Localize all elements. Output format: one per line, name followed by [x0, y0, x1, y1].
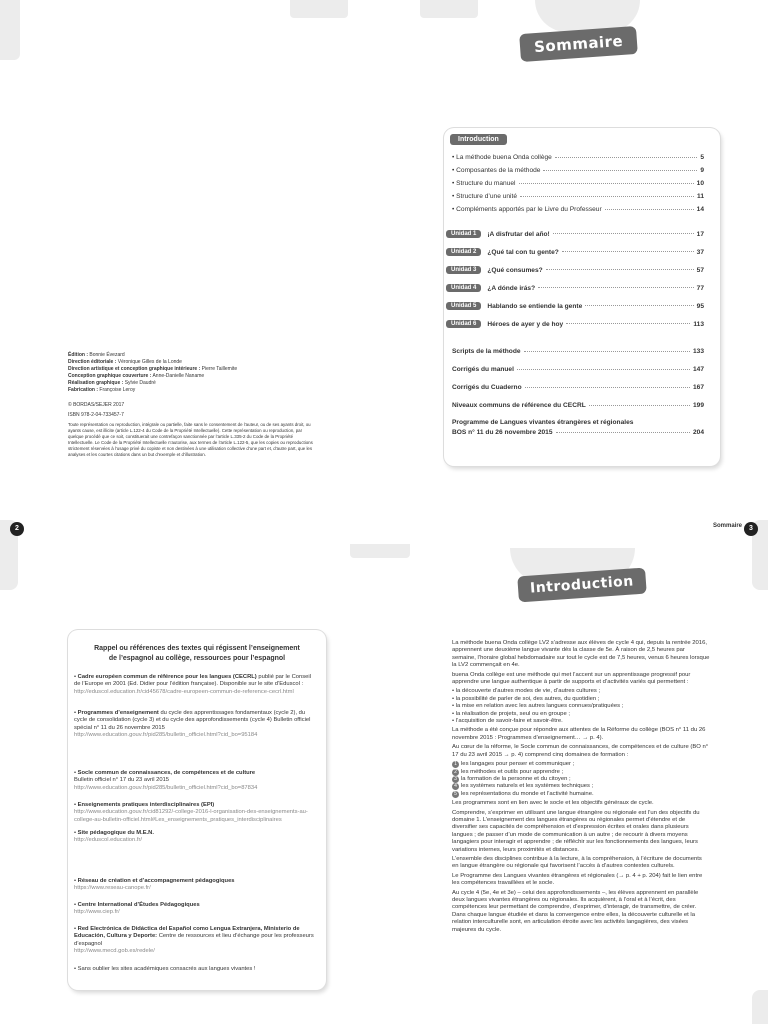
reference-item: • Sans oublier les sites académiques consacrés aux langues vivantes ! — [74, 966, 256, 972]
reference-item: • Réseau de création et d’accompagnement pédagogiques https://www.reseau-canope.fr/ — [74, 878, 235, 892]
bottom-decor — [752, 990, 768, 1024]
toc-unit-6[interactable]: Unidad 6 Héroes de ayer y de hoy 113 — [446, 320, 704, 328]
toc-unit-2[interactable]: Unidad 2 ¿Qué tal con tu gente? 37 — [446, 248, 704, 256]
reference-link[interactable]: http://www.education.gouv.fr/pid285/bulletin_officiel.html?cid_bo=87834 — [74, 784, 258, 791]
toc-scripts[interactable]: Scripts de la méthode 133 — [452, 348, 704, 355]
reference-item: • Socle commun de connaissances, de compétences et de culture Bulletin officiel n° 17 du 23 avril 2015 http://www.education.gouv.fr/pid285/bulletin_officiel.html?cid_bo=87834 — [74, 770, 258, 791]
toc-intro-item[interactable]: • Structure du manuel 10 — [452, 180, 704, 187]
top-decor-right — [420, 0, 478, 18]
domain-2-icon: 2 — [452, 769, 459, 776]
reference-item: • Site pédagogique du M.E.N. http://eduscol.education.fr/ — [74, 830, 154, 844]
rappel-title: Rappel ou références des textes qui régissent l’enseignement de l’espagnol au collège, ressources pour l’espagnol — [94, 645, 300, 662]
domain-3-icon: 3 — [452, 776, 459, 783]
reference-item: • Red Electrónica de Didáctica del Español como Lengua Extranjera, Ministerio de Educación, Cultura y Deporte: Centre de ressources et lieu d’échange pour les professeurs d’espagnol http://www.mecd.gob.es/redele/ — [74, 926, 314, 955]
toc-programme[interactable]: BOS n° 11 du 26 novembre 2015 204 — [452, 429, 704, 436]
reference-link[interactable]: http://www.ciep.fr/ — [74, 909, 120, 916]
sommaire-banner: Sommaire — [519, 26, 638, 62]
reference-link[interactable]: http://www.mecd.gob.es/redele/ — [74, 948, 155, 955]
reference-link[interactable]: https://www.reseau-canope.fr/ — [74, 885, 151, 892]
domain-4-icon: 4 — [452, 783, 459, 790]
top-decor-left — [290, 0, 348, 18]
reference-link[interactable]: http://www.education.gouv.fr/pid285/bulletin_officiel.html?cid_bo=95184 — [74, 732, 258, 739]
rappel-references — [68, 630, 326, 990]
reference-item: • Programmes d’enseignement du cycle des apprentissages fondamentaux (cycle 2), du cycle de consolidation (cycle 3) et du cycle des approfondissements (cycle 4) Bulletin officiel spécial n° 11 du 26 novembre 2015 http://www.education.gouv.fr/pid285/bulletin_officiel.html?cid_bo=95184 — [74, 710, 311, 739]
toc-programme-line1: Programme de Langues vivantes étrangères et régionales — [452, 419, 634, 426]
top-decor-corner — [0, 0, 20, 60]
domain-1-icon: 1 — [452, 761, 459, 768]
reference-link[interactable]: http://eduscol.education.fr/ — [74, 837, 142, 844]
toc-intro-item[interactable]: • La méthode buena Onda collège 5 — [452, 154, 704, 161]
table-of-contents — [444, 128, 720, 466]
isbn: ISBN 978-2-04-733457-7 — [68, 412, 124, 418]
page-number-left: 2 — [10, 522, 24, 536]
toc-intro-item[interactable]: • Structure d’une unité 11 — [452, 193, 704, 200]
reference-item: • Enseignements pratiques interdisciplinaires (EPI) http://www.education.gouv.fr/cid81292/-college-2016-l-organisation-des-enseignements-au-college-au-bulletin-officiel.html#Les_enseignements_pratiques_interdisciplinaires — [74, 802, 308, 823]
reference-link[interactable]: http://www.education.gouv.fr/cid81292/-college-2016-l-organisation-des-enseignements-au-college-au-bulletin-officiel.html#Les_enseignements_pratiques_interdisciplinaires — [74, 809, 308, 823]
toc-unit-5[interactable]: Unidad 5 Hablando se entiende la gente 95 — [446, 302, 704, 310]
reference-item: • Cadre européen commun de référence pour les langues (CECRL) publié par le Conseil de l’Europe en 2001 (Ed. Didier pour l’édition française). Disponible sur le site d’Eduscol : http://eduscol.education.fr/cid45678/cadre-europeen-commun-de-reference-cecrl.html — [74, 674, 311, 695]
domain-5-icon: 5 — [452, 791, 459, 798]
toc-intro-item[interactable]: • Composantes de la méthode 9 — [452, 167, 704, 174]
toc-intro-item[interactable]: • Compléments apportés par le Livre du Professeur 14 — [452, 206, 704, 213]
toc-niveaux-cecrl[interactable]: Niveaux communs de référence du CECRL 199 — [452, 402, 704, 409]
toc-unit-3[interactable]: Unidad 3 ¿Qué consumes? 57 — [446, 266, 704, 274]
mid-decor-center — [350, 544, 410, 558]
copyright: © BORDAS/SEJER 2017 — [68, 402, 125, 408]
toc-corriges-cuaderno[interactable]: Corrigés du Cuaderno 167 — [452, 384, 704, 391]
toc-corriges-manuel[interactable]: Corrigés du manuel 147 — [452, 366, 704, 373]
introduction-banner: Introduction — [517, 568, 646, 603]
running-header: Sommaire — [713, 523, 743, 529]
reference-item: • Centre International d’Études Pédagogiques http://www.ciep.fr/ — [74, 902, 200, 916]
introduction-tab: Introduction — [450, 134, 507, 145]
legal-notice: Toute représentation ou reproduction, intégrale ou partielle, faite sans le consentement de l’auteur, ou de ses ayants droit, ou ayants cause, est illicite (article L.122-4 du Code de la Propriété Intellectuelle). Cette représentation ou reproduction, par quelque procédé que ce soit, constituerait une contrefaçon sanctionnée par l’article L.335-2 du Code de la Propriété Intellectuelle. Le Code de la Propriété Intellectuelle n’autorise, aux termes de l’article L.122-5, que les copies ou reproductions strictement réservées à l’usage privé du copiste et non destinées à une utilisation collective d’une part et, d’autre part, que les analyses et les courtes citations dans un but d’exemple et d’illustration. — [68, 422, 313, 457]
credits-block: Édition : Bonnie Évezard Direction éditoriale : Véronique Gilles de la Londe Direction artistique et conception graphique intérieure : Pierre Taillemite Conception graphique couverture : Anne-Danielle Naname Réalisation graphique : Sylvie Daudré Fabrication : Françoise Leroy © BORDAS/SEJER 2017 ISBN 978-2-04-733457-7 Toute représentation ou reproduction, intégrale ou partielle, faite sans le consentement de l’auteur, ou de ses ayants droit, ou ayants cause, est illicite (article L.122-4 du Code de la Propriété Intellectuelle). Cette représentation ou reproduction, par quelque procédé que ce soit, constituerait une contrefaçon sanctionnée par l’article L.335-2 du Code de la Propriété Intellectuelle. Le Code de la Propriété Intellectuelle n’autorise, aux termes de l’article L.122-5, que les copies ou reproductions strictement réservées à l’usage privé du copiste et non destinées à une utilisation collective d’une part et, d’autre part, que les analyses et les courtes citations dans un but d’exemple et d’illustration. — [68, 352, 318, 458]
toc-unit-1[interactable]: Unidad 1 ¡A disfrutar del año! 17 — [446, 230, 704, 238]
toc-unit-4[interactable]: Unidad 4 ¿A dónde irás? 77 — [446, 284, 704, 292]
reference-link[interactable]: http://eduscol.education.fr/cid45678/cadre-europeen-commun-de-reference-cecrl.html — [74, 688, 294, 695]
introduction-text: La méthode buena Onda collège LV2 s’adresse aux élèves de cycle 4 qui, depuis la rentrée 2016, apprennent une deuxième langue vivante dès la classe de 5e. À raison de 2,5 heures par semaine, l’horaire global hebdomadaire sur tout le cycle est de 7,5 heures, venus 6 heures lorsque la LV2 commençait en 4e. buena Onda collège est une méthode qui met l’accent sur un apprentissage progressif pour apprendre une langue authentique à partir de supports et d’activités variés qui permettent : • la découverte d’autres modes de vie, d’autres cultures ; • la possibilité de parler de soi, des autres, du quotidien ; • la mise en relation avec les autres langues connues/pratiquées ; • la réalisation de projets, seul ou en groupe ; • l’acquisition de savoir-faire et savoir-être. La méthode a été conçue pour répondre aux attentes de la Réforme du collège (BOS n° 11 du 26 novembre 2015 : Programmes d’enseignement… → p. 4). Au cœur de la réforme, le Socle commun de connaissances, de compétences et de culture (BO n° 17 du 23 avril 2015 → p. 4) comprend cinq domaines de formation : 1 les langages pour penser et communiquer ; 2 les méthodes et outils pour apprendre ; 3 la formation de la personne et du citoyen ; 4 les systèmes naturels et les systèmes techniques ; 5 les représentations du monde et l’activité humaine. Les programmes sont en lien avec le socle et les objectifs généraux de cycle. Comprendre, s’exprimer en utilisant une langue étrangère ou régionale est l’un des objectifs du domaine 1. L’enseignement des langues étrangères ou régionales permet d’étendre et de diversifier ses capacités de compréhension et d’expression écrites et orales dans plusieurs langues ; de passer d’un mode de communication à un autre ; de recourir à divers moyens langagiers pour interagir et apprendre ; de réfléchir sur les fonctionnements des langues, leurs variations internes, leurs proximités et distances. L’ensemble des disciplines contribue à la lecture, à la compréhension, à l’écriture de documents en langue étrangère ou régionale qui favorisent l’accès à d’autres contextes culturels. Le Programme des Langues vivantes étrangères et régionales (→ p. 4 + p. 204) fait le lien entre les compétences travaillées et le socle. Au cycle 4 (5e, 4e et 3e) – celui des approfondissements –, les élèves apprennent en parallèle deux langues vivantes étrangères ou régionales. Ils acquièrent, à l’oral et à l’écrit, des compétences leur permettant de comprendre, d’exprimer, d’interagir, de transmettre, de créer. Dans chaque langue étudiée et dans la convergence entre elles, la découverte culturelle et la relation interculturelle sont, en articulation étroite avec les activités langagières, des visées majeures du cycle. — [452, 640, 710, 933]
page-number-right: 3 — [744, 522, 758, 536]
